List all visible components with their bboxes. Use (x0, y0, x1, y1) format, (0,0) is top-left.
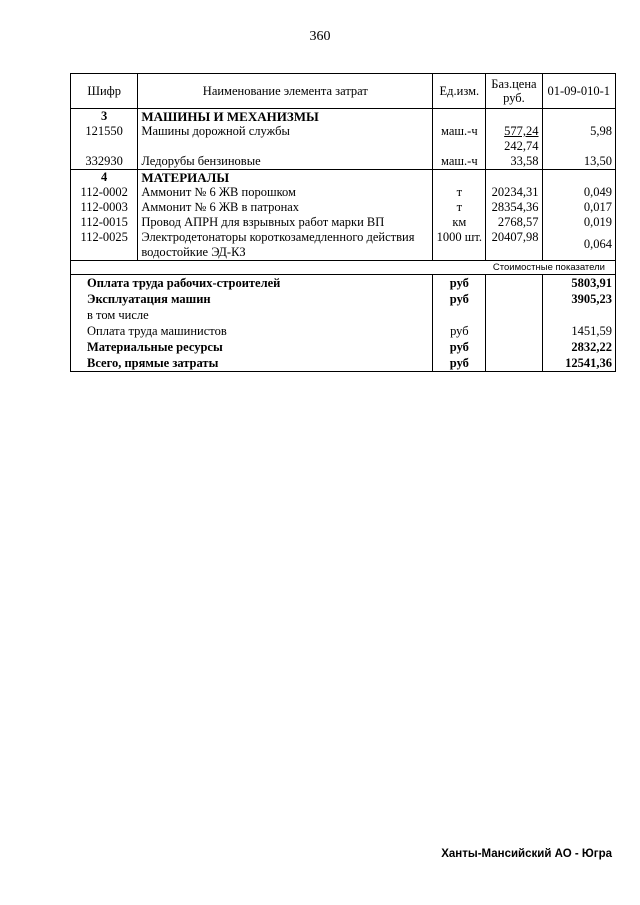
row-quantity: 0,049 (542, 185, 616, 200)
header-unit: Ед.изм. (433, 74, 486, 109)
summary-unit: руб (433, 291, 486, 307)
row-unit: маш.-ч (433, 154, 486, 170)
row-quantity: 0,017 (542, 200, 616, 215)
summary-unit: руб (433, 355, 486, 372)
row-price: 2768,57 (486, 215, 542, 230)
row-name: Провод АПРН для взрывных работ марки ВП (138, 215, 433, 230)
section-title: МАШИНЫ И МЕХАНИЗМЫ (138, 109, 433, 125)
row-code: 121550 (71, 124, 138, 154)
summary-label: Оплата труда рабочих-строителей (71, 275, 433, 292)
section-title: МАТЕРИАЛЫ (138, 170, 433, 186)
header-base-price: Баз.цена руб. (486, 74, 542, 109)
row-price: 20234,31 (486, 185, 542, 200)
row-code: 112-0015 (71, 215, 138, 230)
table-row (71, 230, 616, 261)
row-unit: т (433, 200, 486, 215)
summary-row-total (71, 355, 616, 372)
row-price: 20407,98 (486, 230, 542, 261)
row-unit: т (433, 185, 486, 200)
row-unit: 1000 шт. (433, 230, 486, 261)
summary-unit: руб (433, 339, 486, 355)
section-header-machines (71, 109, 616, 125)
row-quantity: 0,019 (542, 215, 616, 230)
row-code: 332930 (71, 154, 138, 170)
header-name: Наименование элемента затрат (138, 74, 433, 109)
table-row (71, 124, 616, 154)
summary-value (542, 307, 616, 323)
footer-region: Ханты-Мансийский АО - Югра (441, 848, 612, 860)
summary-unit: руб (433, 275, 486, 292)
row-name: Электродетонаторы короткозамедленного действия водостойкие ЭД-КЗ (138, 230, 433, 261)
row-name: Ледорубы бензиновые (138, 154, 433, 170)
row-quantity: 13,50 (542, 154, 616, 170)
row-price (486, 124, 542, 154)
row-price-main: 577,24 (504, 124, 539, 138)
section-number: 3 (71, 109, 138, 125)
row-code: 112-0003 (71, 200, 138, 215)
summary-label: Эксплуатация машин (71, 291, 433, 307)
indicators-label: Стоимостные показатели (71, 261, 616, 275)
indicators-row (71, 261, 616, 275)
row-price: 33,58 (486, 154, 542, 170)
page-number: 360 (309, 29, 331, 44)
summary-value: 5803,91 (542, 275, 616, 292)
summary-unit (433, 307, 486, 323)
summary-value: 12541,36 (542, 355, 616, 372)
summary-row (71, 291, 616, 307)
row-price: 28354,36 (486, 200, 542, 215)
summary-row (71, 339, 616, 355)
summary-unit: руб (433, 323, 486, 339)
summary-row (71, 275, 616, 292)
summary-label: Материальные ресурсы (71, 339, 433, 355)
table-row (71, 185, 616, 200)
table-row (71, 215, 616, 230)
summary-label: Оплата труда машинистов (71, 323, 433, 339)
section-header-materials (71, 170, 616, 186)
summary-value: 2832,22 (542, 339, 616, 355)
summary-label: в том числе (71, 307, 433, 323)
row-name: Аммонит № 6 ЖВ в патронах (138, 200, 433, 215)
row-code: 112-0002 (71, 185, 138, 200)
row-code: 112-0025 (71, 230, 138, 261)
header-code: Шифр (71, 74, 138, 109)
row-unit: маш.-ч (433, 124, 486, 154)
header-norm: 01-09-010-1 (542, 74, 616, 109)
row-price-secondary: 242,74 (504, 139, 539, 153)
summary-label: Всего, прямые затраты (71, 355, 433, 372)
summary-value: 3905,23 (542, 291, 616, 307)
row-quantity: 5,98 (542, 124, 616, 154)
row-name: Аммонит № 6 ЖВ порошком (138, 185, 433, 200)
table-row (71, 200, 616, 215)
summary-row (71, 307, 616, 323)
row-unit: км (433, 215, 486, 230)
section-number: 4 (71, 170, 138, 186)
summary-value: 1451,59 (542, 323, 616, 339)
table-row (71, 154, 616, 170)
cost-table (70, 73, 616, 372)
row-name: Машины дорожной службы (138, 124, 433, 154)
summary-row (71, 323, 616, 339)
row-quantity: 0,064 (542, 230, 616, 261)
table-header-row (71, 74, 616, 109)
